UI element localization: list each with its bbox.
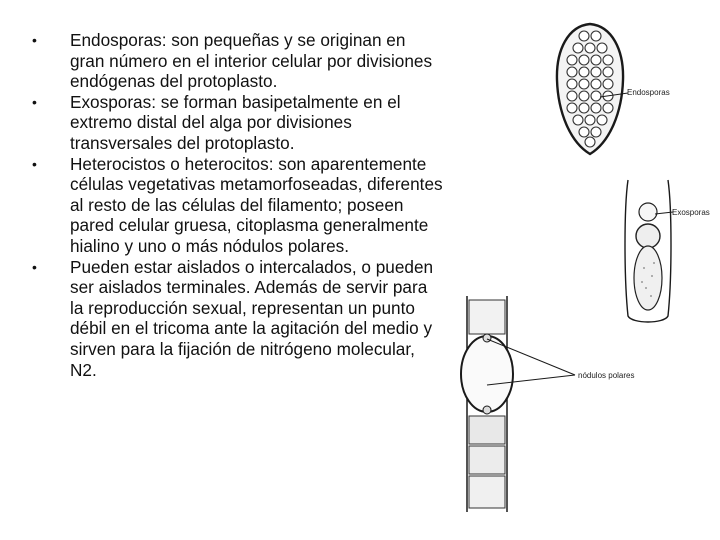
endospore-cell [591,31,601,41]
endospore-cell [579,79,589,89]
bullet-text: Exosporas: se forman basipetalmente en el extremo distal del alga por divisiones transversales del protoplasto. [70,91,401,153]
endospore-cell [567,103,577,113]
endospore-cell [567,55,577,65]
endospore-cell [585,115,595,125]
bullet-item-heterocistos [24,154,444,257]
endospore-cell [591,55,601,65]
endospore-cell [567,91,577,101]
bullet-dot-icon: • [32,32,37,48]
endospore-cell [579,55,589,65]
endospore-cell [585,43,595,53]
endospore-cell [573,115,583,125]
endospore-cell [585,137,595,147]
endospore-cell [591,67,601,77]
endospore-cell [579,91,589,101]
endospore-cell [591,127,601,137]
endospore-cell [567,79,577,89]
bullet-text: Heterocistos o heterocitos: son aparentemente células vegetativas metamorfoseadas, diferentes al resto de las células del filamento; poseen pared celular gruesa, citoplasma generalmente hialino y uno o más nódulos polares. [70,153,443,256]
endosporas-pointer-line [600,85,630,105]
bullet-text: Endosporas: son pequeñas y se originan en gran número en el interior celular por divisiones endógenas del protoplasto. [70,30,433,92]
bullet-text: Pueden estar aislados o intercalados, o pueden ser aislados terminales. Además de servir para la reproducción sexual, representan un punto débil en el tricoma ante la agitación del medio y sirven para la fijación de nitrógeno molecular, N2. [70,256,434,380]
bullet-item-exosporas [24,92,444,154]
endospore-cell [603,67,613,77]
endosporas-label: Endosporas [627,88,670,97]
bullet-dot-icon: • [32,155,37,172]
endospore-cell [603,55,613,65]
endospore-cell [579,103,589,113]
exosporas-illustration [618,178,678,328]
bullet-dot-icon: • [32,258,37,275]
nodulos-pointer-lines [485,335,580,390]
bullet-dot-icon: • [32,93,37,110]
endospore-cell [567,67,577,77]
heterocisto-filament-illustration [455,292,525,517]
endospore-cell [579,127,589,137]
endospore-cell [579,31,589,41]
endospore-cell [573,43,583,53]
exosporas-label: Exosporas [672,208,710,217]
endospore-cell [597,115,607,125]
bullet-list [24,30,444,380]
bullet-item-endosporas [24,30,444,92]
nodulos-polares-label: nódulos polares [578,371,635,380]
endospore-cell [597,43,607,53]
bullet-item-funciones [24,257,444,381]
endospore-cell [579,67,589,77]
